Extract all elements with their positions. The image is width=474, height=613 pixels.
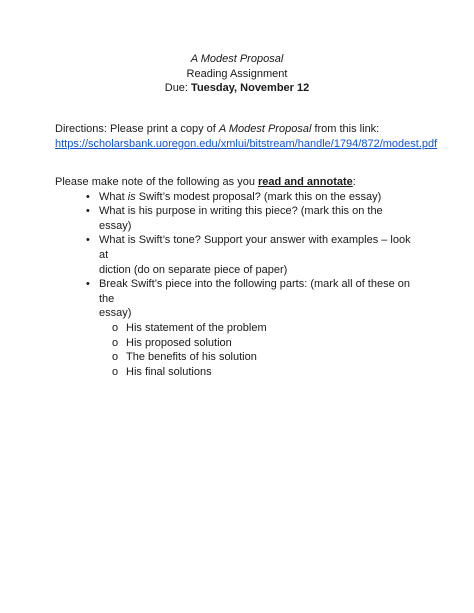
item4-line2: essay)	[99, 307, 132, 320]
list-item	[55, 277, 415, 321]
directions-text	[55, 122, 465, 137]
due-label: Due:	[164, 82, 192, 95]
notes-intro-prefix: Please make note of the following as you	[55, 176, 259, 188]
list-item	[55, 204, 415, 233]
sub-list-item	[55, 321, 415, 336]
item3-line1: What is Swift’s tone? Support your answer with examples – look at	[99, 234, 411, 261]
document-title: A Modest Proposal	[190, 53, 284, 65]
sub-list-item	[55, 350, 415, 365]
circle-bullet-icon: o	[112, 365, 119, 378]
sub-list-item	[55, 336, 415, 351]
bullet-icon: •	[86, 190, 90, 203]
bullet-icon: •	[86, 234, 90, 247]
notes-block	[55, 175, 415, 379]
due-date: Tuesday, November 12	[191, 82, 310, 95]
item1-b: Swift’s modest proposal? (mark this on the essay)	[135, 190, 382, 203]
circle-bullet-icon: o	[112, 321, 119, 334]
directions-prefix: Directions: Please print a copy of	[55, 123, 219, 135]
notes-intro	[55, 175, 415, 190]
list-item	[55, 233, 415, 277]
directions-suffix: from this link:	[311, 123, 380, 135]
sub-item-text: The benefits of his solution	[126, 351, 257, 364]
circle-bullet-icon: o	[112, 351, 119, 364]
item3-line2: diction (do on separate piece of paper)	[99, 263, 288, 276]
sub-item-text: His proposed solution	[126, 336, 232, 349]
item2-text: What is his purpose in writing this piece? (mark this on the essay)	[99, 205, 383, 232]
bullet-icon: •	[86, 278, 90, 291]
essay-link[interactable]: https://scholarsbank.uoregon.edu/xmlui/bitstream/handle/1794/872/modest.pdf	[55, 137, 438, 150]
item4-line1: Break Swift’s piece into the following parts: (mark all of these on the	[99, 278, 411, 305]
item1-is: is	[127, 190, 136, 203]
document-subtitle: Reading Assignment	[186, 67, 288, 80]
sub-item-text: His final solutions	[126, 365, 212, 378]
document-header	[0, 52, 474, 96]
bullet-icon: •	[86, 205, 90, 218]
due-line	[0, 81, 474, 96]
list-item	[55, 190, 415, 205]
circle-bullet-icon: o	[112, 336, 119, 349]
sub-list-item	[55, 365, 415, 380]
notes-intro-emphasis: read and annotate	[258, 176, 353, 188]
item1-a: What	[99, 190, 128, 203]
directions-work-title: A Modest Proposal	[218, 123, 312, 135]
notes-intro-suffix: :	[352, 176, 356, 188]
sub-item-text: His statement of the problem	[126, 321, 267, 334]
directions-block	[55, 122, 465, 151]
